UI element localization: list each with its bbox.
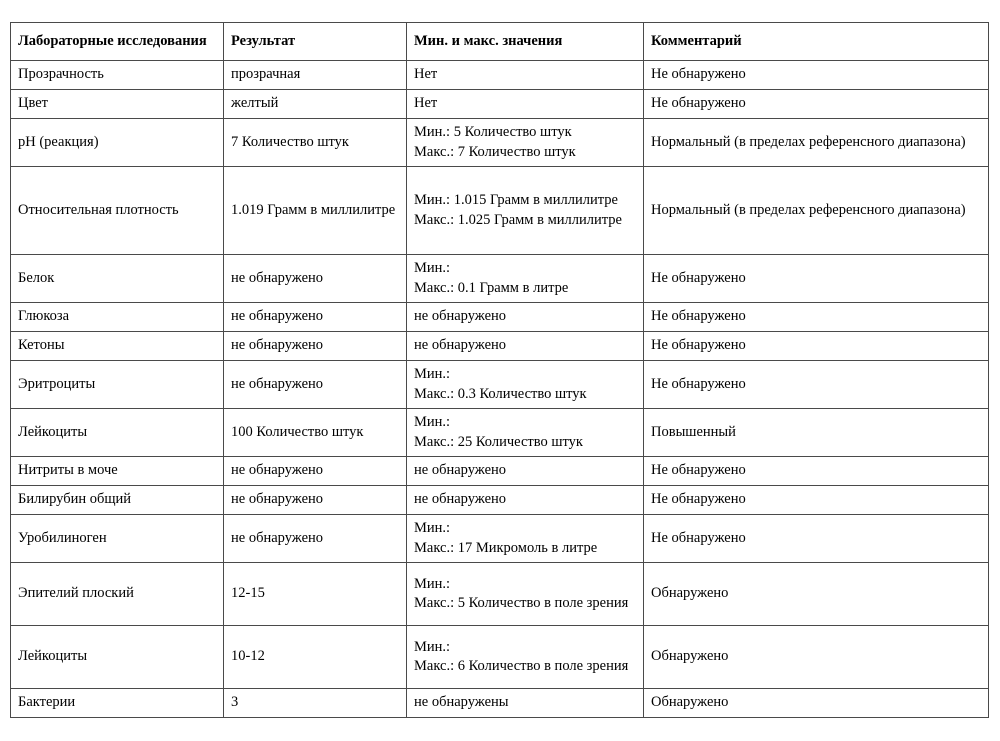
cell-result: не обнаружено [224,361,407,409]
table-body [11,61,989,718]
cell-test-name: Прозрачность [11,61,224,90]
cell-result: желтый [224,90,407,119]
table-row [11,409,989,457]
reference-range-line: Макс.: 5 Количество в поле зрения [414,595,629,611]
column-header-range: Мин. и макс. значения [407,23,644,61]
reference-range-line: Макс.: 0.3 Количество штук [414,385,587,402]
table-row [11,689,989,718]
cell-result: 7 Количество штук [224,119,407,167]
cell-test-name: Эритроциты [11,361,224,409]
reference-range-line: Нет [414,66,438,83]
reference-range-line: Нет [414,95,438,112]
cell-comment: Не обнаружено [644,515,989,563]
reference-range-lines [414,461,637,480]
cell-test-name: Билирубин общий [11,486,224,515]
reference-range-lines [414,336,637,355]
reference-range-line: не обнаружены [414,694,509,711]
table-row [11,332,989,361]
cell-reference-range [407,457,644,486]
cell-result: 3 [224,689,407,718]
cell-test-name: Уробилиноген [11,515,224,563]
reference-range-lines [414,575,637,613]
cell-comment: Не обнаружено [644,332,989,361]
cell-reference-range [407,409,644,457]
reference-range-line: Макс.: 7 Количество штук [414,143,576,160]
table-row [11,167,989,255]
cell-test-name: Белок [11,255,224,303]
table-row [11,255,989,303]
reference-range-line: Макс.: 17 Микромоль в литре [414,539,598,556]
cell-reference-range [407,626,644,689]
reference-range-lines [414,94,637,113]
cell-reference-range [407,486,644,515]
cell-test-name: pH (реакция) [11,119,224,167]
cell-reference-range [407,255,644,303]
table-row [11,626,989,689]
cell-comment: Не обнаружено [644,61,989,90]
column-header-result: Результат [224,23,407,61]
reference-range-line: не обнаружено [414,491,507,508]
cell-reference-range [407,515,644,563]
cell-comment: Не обнаружено [644,255,989,303]
table-row [11,457,989,486]
cell-result: 100 Количество штук [224,409,407,457]
cell-test-name: Лейкоциты [11,626,224,689]
reference-range-lines [414,307,637,326]
cell-test-name: Кетоны [11,332,224,361]
cell-test-name: Относительная плотность [11,167,224,255]
reference-range-line: Макс.: 0.1 Грамм в литре [414,279,569,296]
cell-result: не обнаружено [224,255,407,303]
cell-comment: Повышенный [644,409,989,457]
reference-range-lines [414,413,637,451]
cell-reference-range [407,90,644,119]
cell-result: 1.019 Грамм в миллилитре [224,167,407,255]
table-header [11,23,989,61]
reference-range-line: Макс.: 6 Количество в поле зрения [414,658,629,674]
reference-range-line: Мин.: 5 Количество штук [414,124,572,141]
cell-reference-range [407,119,644,167]
cell-result: прозрачная [224,61,407,90]
reference-range-line: не обнаружено [414,308,507,325]
column-header-test: Лабораторные исследования [11,23,224,61]
cell-result: не обнаружено [224,332,407,361]
cell-result: не обнаружено [224,303,407,332]
cell-reference-range [407,332,644,361]
cell-result: не обнаружено [224,486,407,515]
reference-range-lines [414,638,637,676]
reference-range-line: Мин.: [414,260,451,277]
reference-range-line: Мин.: [414,575,451,592]
reference-range-line: Мин.: [414,520,451,537]
cell-test-name: Лейкоциты [11,409,224,457]
reference-range-lines [414,693,637,712]
cell-comment: Обнаружено [644,689,989,718]
cell-comment: Не обнаружено [644,457,989,486]
cell-result: 10-12 [224,626,407,689]
lab-results-table [10,22,989,718]
cell-comment: Не обнаружено [644,361,989,409]
cell-comment: Обнаружено [644,626,989,689]
cell-test-name: Бактерии [11,689,224,718]
cell-reference-range [407,689,644,718]
table-row [11,563,989,626]
cell-test-name: Глюкоза [11,303,224,332]
cell-reference-range [407,361,644,409]
table-header-row [11,23,989,61]
cell-comment: Обнаружено [644,563,989,626]
reference-range-line: Макс.: 25 Количество штук [414,433,583,450]
column-header-comment: Комментарий [644,23,989,61]
cell-reference-range [407,167,644,255]
table-row [11,90,989,119]
reference-range-lines [414,191,637,229]
reference-range-line: Мин.: 1.015 Грамм в миллилитре [414,192,618,209]
cell-comment: Не обнаружено [644,486,989,515]
cell-test-name: Нитриты в моче [11,457,224,486]
cell-result: не обнаружено [224,515,407,563]
table-row [11,61,989,90]
lab-results-table-container [10,22,988,718]
table-row [11,486,989,515]
cell-result: 12-15 [224,563,407,626]
reference-range-line: не обнаружено [414,337,507,354]
cell-reference-range [407,303,644,332]
cell-test-name: Цвет [11,90,224,119]
cell-reference-range [407,61,644,90]
cell-comment: Не обнаружено [644,303,989,332]
table-row [11,361,989,409]
reference-range-lines [414,519,637,557]
cell-comment: Нормальный (в пределах референсного диапазона) [644,119,989,167]
table-row [11,515,989,563]
reference-range-lines [414,123,637,161]
reference-range-line: не обнаружено [414,462,507,479]
cell-comment: Нормальный (в пределах референсного диапазона) [644,167,989,255]
reference-range-line: Мин.: [414,366,451,383]
reference-range-line: Мин.: [414,638,451,655]
reference-range-lines [414,259,637,297]
table-row [11,303,989,332]
reference-range-lines [414,65,637,84]
cell-comment: Не обнаружено [644,90,989,119]
cell-result: не обнаружено [224,457,407,486]
reference-range-line: Мин.: [414,414,451,431]
cell-reference-range [407,563,644,626]
reference-range-lines [414,490,637,509]
reference-range-lines [414,365,637,403]
table-row [11,119,989,167]
cell-test-name: Эпителий плоский [11,563,224,626]
reference-range-line: Макс.: 1.025 Грамм в миллилитре [414,211,622,228]
